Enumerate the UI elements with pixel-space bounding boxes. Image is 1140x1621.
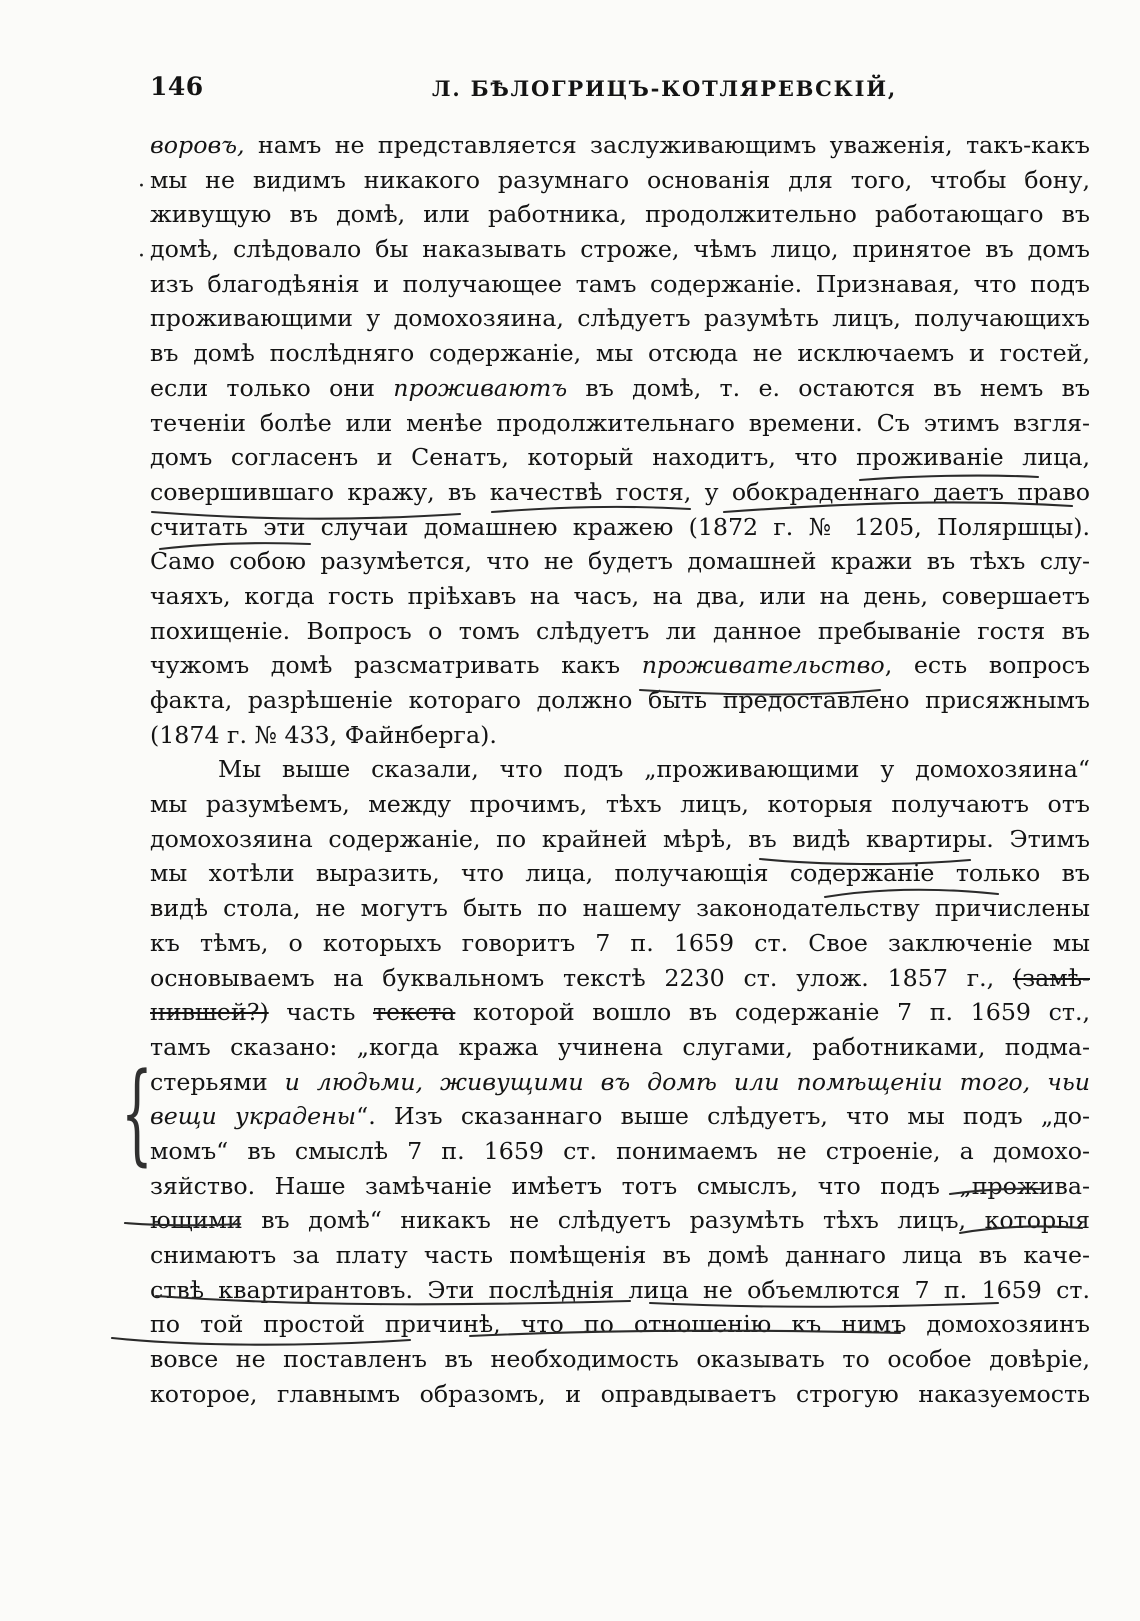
text-line-23: видѣ стола, не могутъ быть по нашему законодательству причислены (150, 894, 1090, 923)
struck-word: (замѣ- (1013, 963, 1090, 992)
text-line-24: къ тѣмъ, о которыхъ говоритъ 7 п. 1659 ст. Свое заключеніе мы (150, 928, 1090, 957)
book-page (150, 70, 1090, 1408)
italic-phrase: и людьми, живущими въ домѣ или помѣщеніи того, чьи (284, 1067, 1090, 1096)
margin-dot-mark: · (138, 244, 145, 269)
text-line-17: факта, разрѣшеніе котораго должно быть предоставлено присяжнымъ (150, 686, 1090, 714)
line-text: намъ не представляется заслуживающимъ уваженія, такъ-какъ (244, 131, 1090, 159)
line-text: которой вошло въ содержаніе 7 п. 1659 ст., (455, 998, 1090, 1027)
text-line-10: домъ согласенъ и Сенатъ, который находитъ, что проживаніе лица, (150, 443, 1090, 472)
body-text (150, 128, 1090, 1411)
text-line-6: проживающими у домохозяина, слѣдуетъ разумѣть лицъ, получающихъ (150, 304, 1090, 333)
italic-word: проживательство (641, 651, 885, 680)
line-text: основываемъ на буквальномъ текстѣ 2230 ст. улож. 1857 г., (150, 963, 1013, 992)
page-number: 146 (150, 72, 204, 101)
line-text: стерьями (150, 1067, 285, 1096)
margin-dot-mark: · (138, 174, 145, 199)
text-line-13: Само собою разумѣется, что не будетъ домашней кражи въ тѣхъ слу- (150, 547, 1090, 576)
text-line-29 (150, 1099, 1090, 1134)
text-line-31: зяйство. Наше замѣчаніе имѣетъ тотъ смыслъ, что подъ „прожива- (150, 1171, 1090, 1200)
text-line-5: изъ благодѣянія и получающее тамъ содержаніе. Признавая, что подъ (150, 269, 1090, 298)
text-line-21: домохозяина содержаніе, по крайней мѣрѣ, въ видѣ квартиры. Этимъ (150, 824, 1090, 853)
line-text: если только они (150, 373, 394, 402)
text-line-36: вовсе не поставленъ въ необходимость оказывать то особое довѣріе, (150, 1345, 1090, 1374)
text-line-20: мы разумѣемъ, между прочимъ, тѣхъ лицъ, которыя получаютъ отъ (150, 790, 1090, 819)
text-line-4: домѣ, слѣдовало бы наказывать строже, чѣмъ лицо, принятое въ домъ (150, 235, 1090, 264)
text-line-35: по той простой причинѣ, что по отношенію къ нимъ домохозяинъ (150, 1310, 1090, 1339)
margin-bracket-mark: { (121, 1049, 153, 1177)
line-text: чужомъ домѣ разсматривать какъ (150, 651, 642, 680)
italic-word: проживаютъ (393, 373, 568, 402)
text-line-15: похищеніе. Вопросъ о томъ слѣдуетъ ли данное пребываніе гостя въ (150, 616, 1090, 645)
line-text: въ домѣ, т. е. остаются въ немъ въ (567, 373, 1090, 402)
text-line-22: мы хотѣли выразить, что лица, получающія содержаніе только въ (150, 859, 1090, 888)
text-line-27: тамъ сказано: „когда кража учинена слугами, работниками, подма- (150, 1032, 1090, 1061)
text-line-14: чаяхъ, когда гость пріѣхавъ на часъ, на два, или на день, совершаетъ (150, 581, 1090, 610)
text-line-1 (150, 128, 1090, 163)
text-line-26 (150, 995, 1090, 1030)
text-line-16 (150, 648, 1090, 683)
text-line-18: (1874 г. № 433, Файнберга). (150, 720, 497, 749)
line-text: , есть вопросъ (884, 651, 1090, 680)
italic-word: воровъ, (150, 131, 245, 159)
line-text: “. Изъ сказаннаго выше слѣдуетъ, что мы подъ „до- (356, 1102, 1090, 1131)
line-text: часть (268, 998, 373, 1027)
text-line-30: момъ“ въ смыслѣ 7 п. 1659 ст. понимаемъ не строеніе, а домохо- (150, 1136, 1090, 1165)
text-line-37: которое, главнымъ образомъ, и оправдываетъ строгую наказуемость (150, 1379, 1090, 1408)
text-line-28 (150, 1065, 1090, 1100)
text-line-34: ствѣ квартирантовъ. Эти послѣднія лица не объемлются 7 п. 1659 ст. (150, 1275, 1090, 1304)
text-line-33: снимаютъ за плату часть помѣщенія въ домѣ даннаго лица въ каче- (150, 1241, 1090, 1269)
running-head: Л. БѢЛОГРИЦЪ-КОТЛЯРЕВСКІЙ, (432, 76, 897, 101)
text-line-7: въ домѣ послѣдняго содержаніе, мы отсюда не исключаемъ и гостей, (150, 339, 1090, 368)
text-line-32: ющими въ домѣ“ никакъ не слѣдуетъ разумѣть тѣхъ лицъ, которыя (150, 1206, 1090, 1235)
text-line-3: живущую въ домѣ, или работника, продолжительно работающаго въ (150, 200, 1090, 229)
page-header (150, 70, 1090, 120)
text-line-25 (150, 961, 1090, 996)
struck-word: нившей?) (150, 998, 269, 1027)
text-line-11: совершившаго кражу, въ качествѣ гостя, у обокраденнаго даетъ право (150, 477, 1090, 506)
text-line-8 (150, 371, 1090, 406)
text-line-19: Мы выше сказали, что подъ „проживающими у домохозяина“ (218, 755, 1090, 784)
text-line-9: теченіи болѣе или менѣе продолжительнаго времени. Съ этимъ взгля- (150, 408, 1090, 437)
italic-phrase: вещи украдены (150, 1102, 357, 1131)
text-line-12: считать эти случаи домашнею кражею (1872 г. № 1205, Поляршцы). (150, 512, 1090, 541)
text-line-2: мы не видимъ никакого разумнаго основанія для того, чтобы бону, (150, 165, 1090, 194)
struck-word: текста (372, 998, 456, 1027)
